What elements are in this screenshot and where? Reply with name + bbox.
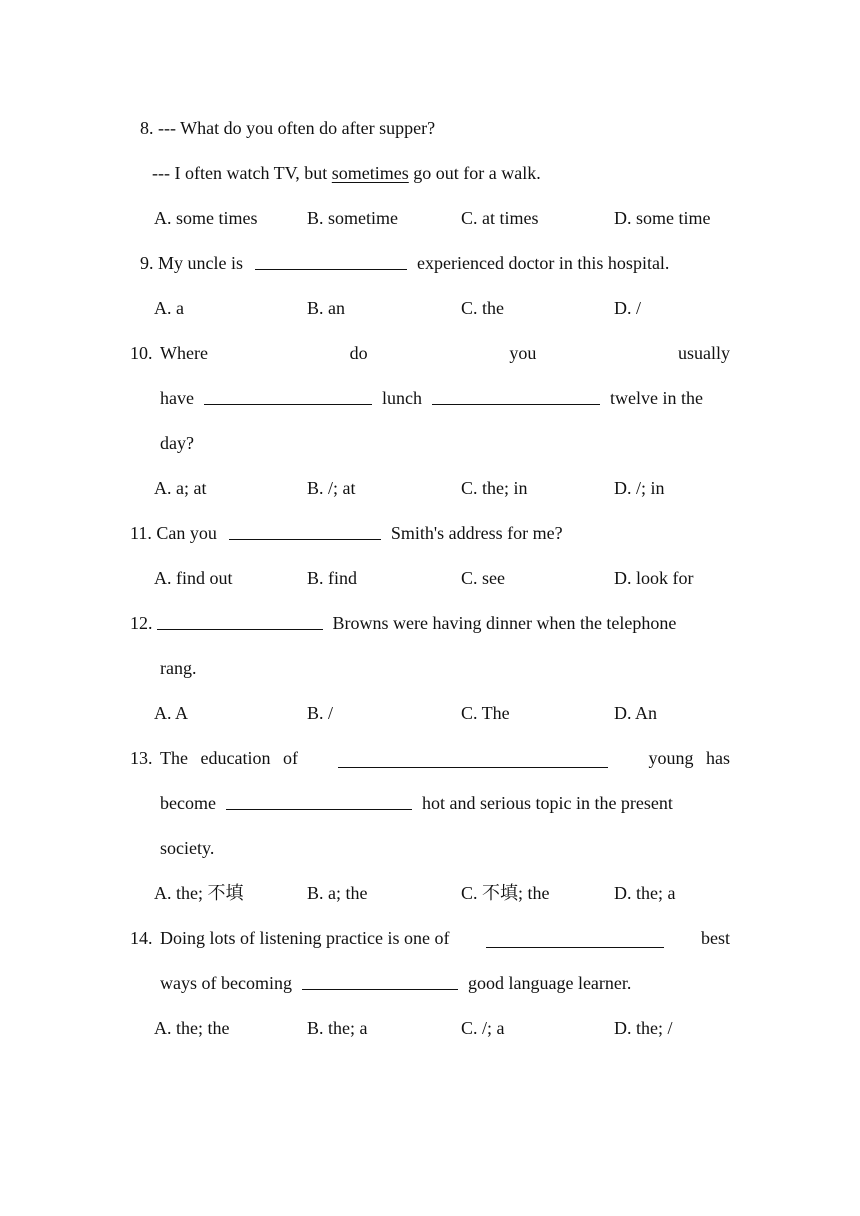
- option-b[interactable]: B. a; the: [307, 883, 368, 903]
- answer-blank[interactable]: [229, 521, 381, 540]
- option-c[interactable]: C. 不填; the: [461, 883, 550, 903]
- answer-blank-1[interactable]: [204, 386, 372, 405]
- question-text: become: [160, 793, 216, 813]
- option-a[interactable]: A. the; 不填: [154, 883, 244, 903]
- question-8-stem: [140, 115, 435, 141]
- option-b[interactable]: B. /: [307, 703, 334, 723]
- question-10-line-3: day?: [160, 433, 194, 453]
- option-b[interactable]: B. /; at: [307, 478, 356, 498]
- answer-text-end: go out for a walk.: [408, 163, 541, 183]
- option-d[interactable]: D. the; a: [614, 883, 676, 903]
- question-13-line-1: [160, 745, 730, 771]
- option-c[interactable]: C. see: [461, 568, 505, 588]
- question-10-line-1: [160, 340, 730, 366]
- answer-blank[interactable]: [255, 251, 407, 270]
- answer-blank[interactable]: [157, 611, 323, 630]
- answer-blank-1[interactable]: [338, 749, 608, 768]
- option-a[interactable]: A. the; the: [154, 1018, 230, 1038]
- option-d[interactable]: D. look for: [614, 568, 694, 588]
- question-text: experienced doctor in this hospital.: [417, 253, 670, 273]
- question-13-line-2: [160, 790, 673, 816]
- question-14-line-2: [160, 970, 631, 996]
- option-a[interactable]: A. a: [154, 298, 184, 318]
- question-8-answer-line: [152, 160, 541, 186]
- question-number: 9.: [140, 253, 154, 273]
- option-c[interactable]: C. the: [461, 298, 504, 318]
- question-text: My uncle is: [158, 253, 243, 273]
- question-number: 12.: [130, 613, 153, 633]
- option-a[interactable]: A. A: [154, 703, 189, 723]
- option-d[interactable]: D. /: [614, 298, 641, 318]
- question-text: twelve in the: [609, 388, 703, 408]
- question-number: 11.: [130, 523, 152, 543]
- question-text: have: [160, 388, 194, 408]
- option-d[interactable]: D. some time: [614, 208, 711, 228]
- answer-blank-2[interactable]: [226, 791, 412, 810]
- answer-blank-1[interactable]: [486, 929, 664, 948]
- question-number-13: 13.: [130, 748, 153, 768]
- option-c[interactable]: C. at times: [461, 208, 539, 228]
- word: Where: [160, 343, 208, 363]
- question-text: --- What do you often do after supper?: [158, 118, 436, 138]
- option-c[interactable]: C. The: [461, 703, 510, 723]
- question-text: ways of becoming: [160, 973, 292, 993]
- option-b[interactable]: B. the; a: [307, 1018, 368, 1038]
- question-text: best: [700, 928, 730, 948]
- question-11-stem: [130, 520, 563, 546]
- option-c[interactable]: C. the; in: [461, 478, 528, 498]
- word: do: [349, 343, 368, 363]
- option-b[interactable]: B. find: [307, 568, 358, 588]
- option-c[interactable]: C. /; a: [461, 1018, 505, 1038]
- question-10-line-2: [160, 385, 703, 411]
- question-text: hot and serious topic in the present: [421, 793, 673, 813]
- option-a[interactable]: A. find out: [154, 568, 233, 588]
- question-number-10: 10.: [130, 343, 153, 363]
- question-text: Smith's address for me?: [390, 523, 563, 543]
- question-text: Can you: [156, 523, 217, 543]
- question-13-line-3: society.: [160, 838, 215, 858]
- question-14-line-1: [160, 925, 730, 951]
- option-d[interactable]: D. /; in: [614, 478, 665, 498]
- question-text: The education of: [160, 748, 298, 768]
- question-text: Doing lots of listening practice is one of: [160, 928, 450, 948]
- answer-text-start: --- I often watch TV, but: [152, 163, 332, 183]
- question-text: good language learner.: [467, 973, 632, 993]
- question-text: young has: [648, 748, 730, 768]
- question-number-14: 14.: [130, 928, 153, 948]
- question-12-line-2: rang.: [160, 658, 197, 678]
- question-12-stem: [130, 610, 676, 636]
- option-b[interactable]: B. sometime: [307, 208, 398, 228]
- option-d[interactable]: D. the; /: [614, 1018, 673, 1038]
- question-number: 8.: [140, 118, 154, 138]
- question-text: Browns were having dinner when the telephone: [332, 613, 677, 633]
- answer-blank-2[interactable]: [432, 386, 600, 405]
- option-b[interactable]: B. an: [307, 298, 345, 318]
- question-text: lunch: [381, 388, 422, 408]
- word: usually: [677, 343, 730, 363]
- underlined-word: sometimes: [331, 163, 409, 183]
- answer-blank-2[interactable]: [302, 971, 458, 990]
- question-9-stem: [140, 250, 669, 276]
- option-a[interactable]: A. a; at: [154, 478, 207, 498]
- word: you: [509, 343, 537, 363]
- option-d[interactable]: D. An: [614, 703, 658, 723]
- option-a[interactable]: A. some times: [154, 208, 258, 228]
